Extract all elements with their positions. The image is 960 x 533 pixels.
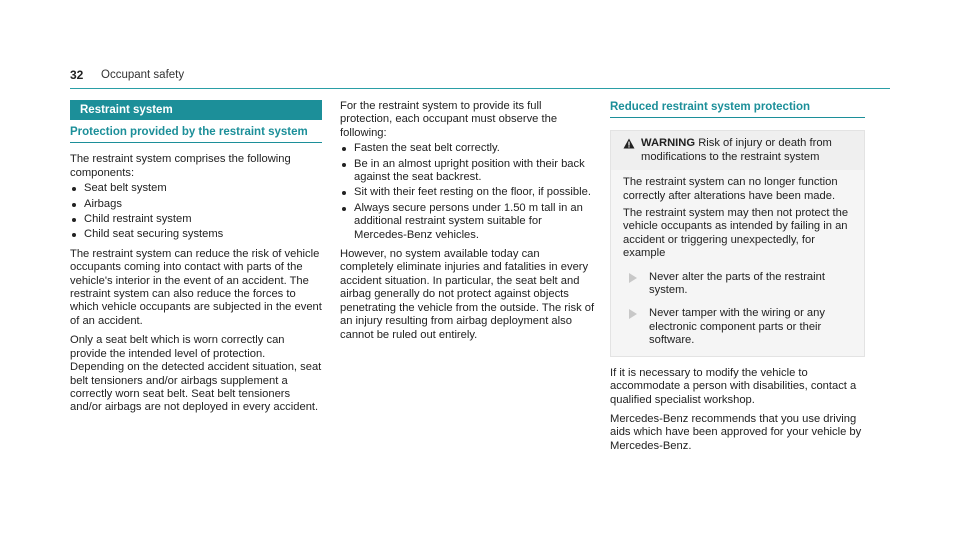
list-item-text: Child restraint system xyxy=(84,213,192,226)
warning-body xyxy=(611,170,864,355)
paragraph: However, no system available today can completely eliminate injuries and fatalities in every accident situation. In particular, the seat belt and airbag generally do not protect against objects penetrating the vehicle from the outside. The risk of an injury resulting from airbag deployment also cannot be ruled out entirely. xyxy=(340,248,595,341)
intro-text: The restraint system comprises the following components: xyxy=(70,153,291,179)
warning-heading-text: Risk of injury or death from modifications to the restraint system xyxy=(641,137,832,163)
warning-heading xyxy=(639,137,854,164)
warning-paragraph: The restraint system can no longer function correctly after alterations have been made. xyxy=(623,176,838,202)
middle-column xyxy=(340,100,595,342)
warning-action xyxy=(623,271,852,298)
bullet-dot-icon xyxy=(72,203,76,207)
paragraph: Only a seat belt which is worn correctly can provide the intended level of protection. Depending on the detected accident situation, seat belt tensioners and/or airbags supplement a correctly worn seat belt. Seat belt tensioners and/or airbags are not deployed in every accident. xyxy=(70,334,322,414)
list-item xyxy=(340,158,595,185)
right-column xyxy=(610,100,865,453)
list-item-text: Sit with their feet resting on the floor, if possible. xyxy=(354,186,591,199)
bullet-dot-icon xyxy=(72,233,76,237)
bullet-dot-icon xyxy=(72,187,76,191)
warning-paragraph: The restraint system may then not protect the vehicle occupants as intended by failing in an accident or triggering unexpectedly, for example xyxy=(623,207,849,260)
bullet-dot-icon xyxy=(72,218,76,222)
left-column xyxy=(70,100,322,415)
page-header xyxy=(70,69,890,89)
page-number: 32 xyxy=(70,68,84,82)
list-item-text: Fasten the seat belt correctly. xyxy=(354,142,500,155)
header-divider xyxy=(70,88,890,89)
warning-action-text: Never alter the parts of the restraint system. xyxy=(649,270,825,297)
list-item xyxy=(70,228,322,241)
list-item xyxy=(340,202,595,242)
intro-text: For the restraint system to provide its full protection, each occupant must observe the following: xyxy=(340,100,558,139)
list-item-text: Child seat securing systems xyxy=(84,228,224,241)
paragraph: If it is necessary to modify the vehicle to accommodate a person with disabilities, contact a qualified specialist workshop. xyxy=(610,366,857,406)
paragraph: Mercedes-Benz recommends that you use driving aids which have been approved for your vehicle by Mercedes-Benz. xyxy=(610,412,862,452)
bullet-dot-icon xyxy=(342,191,346,195)
list-item-text: Be in an almost upright position with their back against the seat backrest. xyxy=(354,157,585,184)
bullet-dot-icon xyxy=(342,147,346,151)
warning-triangle-icon xyxy=(623,138,635,149)
subsection-title: Protection provided by the restraint system xyxy=(70,126,322,143)
components-list xyxy=(70,182,322,242)
list-item xyxy=(70,198,322,211)
rules-list xyxy=(340,142,595,242)
warning-label: WARNING xyxy=(641,137,696,150)
list-item xyxy=(340,142,595,155)
list-item-text: Seat belt system xyxy=(84,182,167,195)
page-section-title: Occupant safety xyxy=(101,69,185,81)
warning-header xyxy=(611,131,864,170)
warning-action-text: Never tamper with the wiring or any electronic component parts or their software. xyxy=(649,307,825,347)
arrow-right-icon xyxy=(629,273,637,283)
paragraph: The restraint system can reduce the risk of vehicle occupants coming into contact with parts of the vehicle's interior in the event of an accident. The restraint system can also reduce the forces to which vehicle occupants are subjected in the event of an accident. xyxy=(70,247,322,327)
section-title: Restraint system xyxy=(70,100,322,120)
list-item xyxy=(70,213,322,226)
subsection-title: Reduced restraint system protection xyxy=(610,101,865,118)
list-item-text: Always secure persons under 1.50 m tall in an additional restraint system suitable for Mercedes-Benz vehicles. xyxy=(354,201,583,241)
warning-box xyxy=(610,130,865,356)
list-item-text: Airbags xyxy=(84,197,122,210)
list-item xyxy=(70,182,322,195)
bullet-dot-icon xyxy=(342,163,346,167)
bullet-dot-icon xyxy=(342,207,346,211)
list-item xyxy=(340,186,595,199)
arrow-right-icon xyxy=(629,309,637,319)
warning-action xyxy=(623,307,852,347)
